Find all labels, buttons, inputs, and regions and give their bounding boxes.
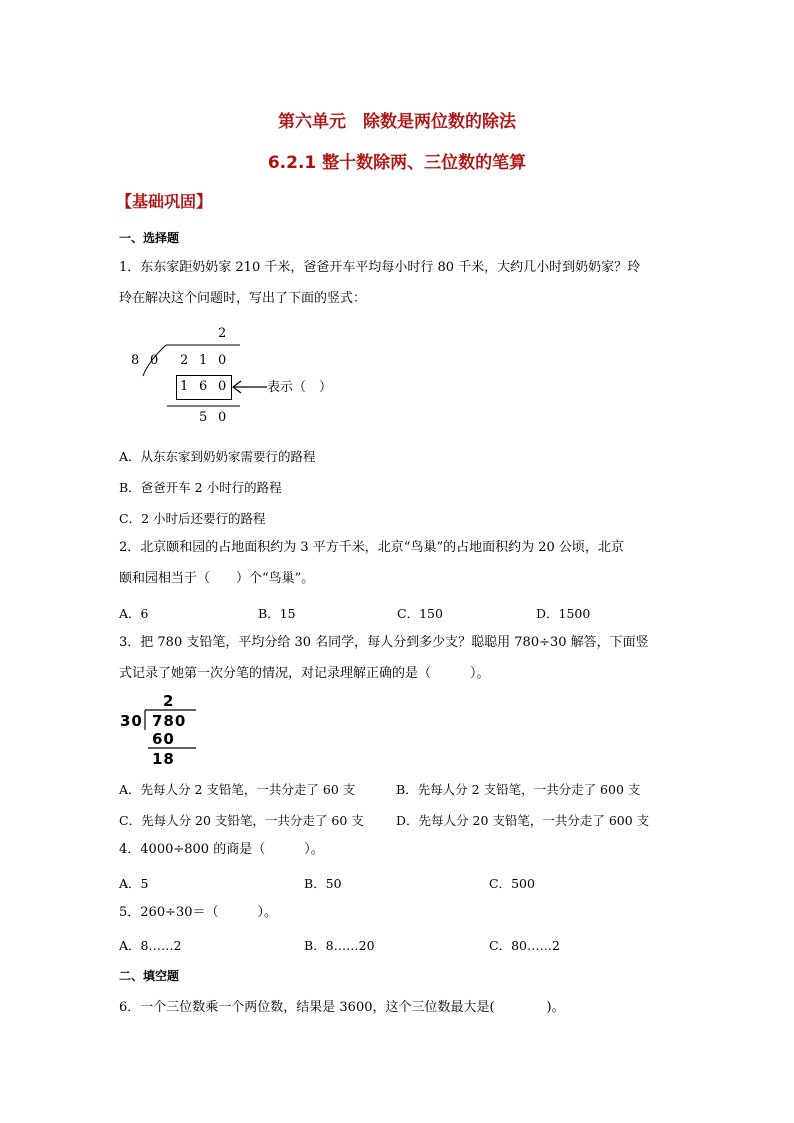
page-subtitle: 6.2.1 整十数除两、三位数的笔算 [267,153,527,173]
q1-arrow-label: 表示（ ） [267,380,333,395]
q2-text-line1: 2．北京颐和园的占地面积约为 3 平方千米，北京“鸟巢”的占地面积约为 20 公顷，北京 [119,540,624,555]
q5-option-b: B．8……20 [304,938,375,953]
q4-text: 4．4000÷800 的商是（ ）。 [119,842,324,857]
q3-dividend: 780 [152,712,187,730]
q5-option-a: A．8……2 [119,938,182,953]
q1-product-digit: 1 [180,379,189,394]
q4-option-a: A．5 [119,876,149,891]
q4-option-c: C．500 [489,876,535,891]
q3-divisor: 30 [120,712,143,730]
q3-quotient: 2 [163,692,175,710]
q1-divisor-digit: 8 [131,353,140,368]
q3-option-c: C．先每人分 20 支铅笔，一共分走了 60 支 [119,813,364,828]
q2-option-a: A．6 [119,606,149,621]
q1-text-line1: 1．东东家距奶奶家 210 千米，爸爸开车平均每小时行 80 千米，大约几小时到奶奶家？玲 [119,260,641,275]
q1-dividend-digit: 0 [218,353,227,368]
q5-option-c: C．80……2 [489,938,560,953]
q2-option-b: B．15 [258,606,296,621]
q5-text: 5．260÷30＝（ ）。 [119,905,278,920]
q6-text: 6．一个三位数乘一个两位数，结果是 3600，这个三位数最大是( )。 [119,1000,565,1015]
q2-option-d: D．1500 [536,606,591,621]
arrow-left-icon [231,380,267,394]
q1-product-digit: 0 [218,379,227,394]
q3-option-a: A．先每人分 2 支铅笔，一共分走了 60 支 [119,782,356,797]
part1-heading: 一、选择题 [119,231,180,245]
q3-text-line1: 3．把 780 支铅笔，平均分给 30 名同学，每人分到多少支？聪聪用 780÷30 解答，下面竖 [119,635,649,650]
q1-divisor-digit: 0 [150,353,159,368]
page-title: 第六单元 除数是两位数的除法 [278,112,516,132]
q1-dividend-digit: 1 [199,353,208,368]
q3-option-b: B．先每人分 2 支铅笔，一共分走了 600 支 [396,782,641,797]
q3-product: 60 [152,730,175,748]
q1-product-digit: 6 [199,379,208,394]
q1-quotient: 2 [218,326,227,341]
q1-option-c: C．2 小时后还要行的路程 [119,511,266,526]
q1-dividend-digit: 2 [180,353,189,368]
q3-option-d: D．先每人分 20 支铅笔，一共分走了 600 支 [396,813,650,828]
q2-option-c: C．150 [397,606,443,621]
q1-text-line2: 玲在解决这个问题时，写出了下面的竖式： [119,291,367,306]
q3-text-line2: 式记录了她第一次分笔的情况，对记录理解正确的是（ ）。 [119,666,490,681]
part2-heading: 二、填空题 [119,969,180,983]
section-heading: 【基础巩固】 [116,192,213,211]
q1-option-b: B．爸爸开车 2 小时行的路程 [119,480,282,495]
q1-remainder-digit: 5 [199,410,208,425]
q1-remainder-digit: 0 [218,410,227,425]
q4-option-b: B．50 [304,876,342,891]
q2-text-line2: 颐和园相当于（ ）个“鸟巢”。 [119,571,315,586]
q1-option-a: A．从东东家到奶奶家需要行的路程 [119,449,316,464]
q3-remainder: 18 [152,750,175,768]
